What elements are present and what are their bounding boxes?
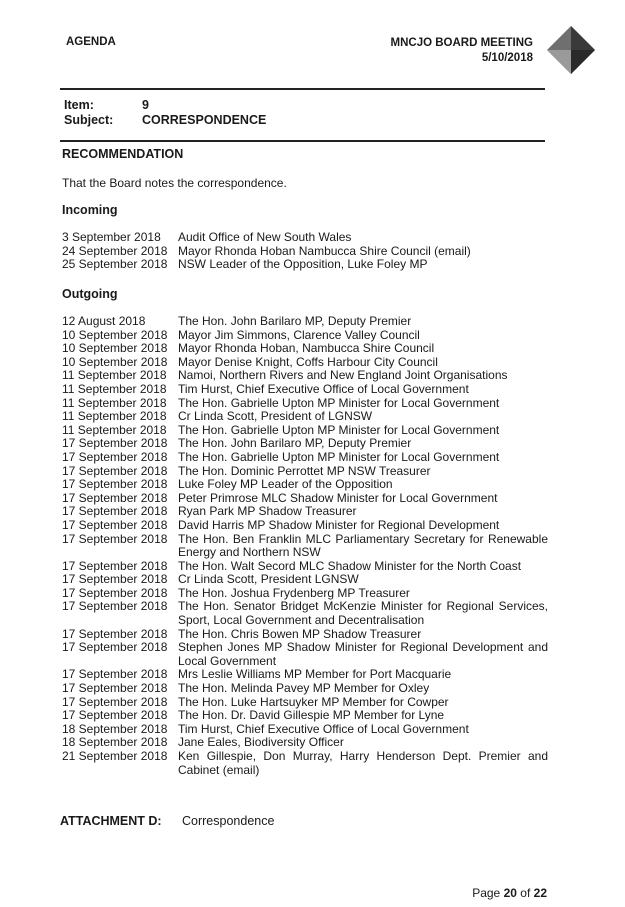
page-total: 22 [533,886,547,900]
correspondence-row [62,641,548,668]
correspondence-date: 17 September 2018 [62,572,168,587]
correspondence-recipient: Mrs Leslie Williams MP Member for Port Macquarie [178,667,452,682]
subject-divider [60,140,545,142]
correspondence-row [62,696,548,710]
correspondence-row [62,628,548,642]
correspondence-recipient: The Hon. Dominic Perrottet MP NSW Treasurer [178,463,431,478]
correspondence-date: 17 September 2018 [62,531,168,546]
outgoing-heading: Outgoing [62,287,118,301]
correspondence-row [62,519,548,533]
correspondence-recipient: The Hon. Melinda Pavey MP Member for Oxley [178,681,430,696]
correspondence-recipient: Peter Primrose MLC Shadow Minister for Local Government [178,490,498,505]
correspondence-row [62,723,548,737]
correspondence-date: 12 August 2018 [62,314,146,328]
correspondence-row [62,573,548,587]
correspondence-row [62,356,548,370]
correspondence-date: 17 September 2018 [62,558,168,573]
correspondence-recipient: The Hon. John Barilaro MP, Deputy Premier [178,436,412,451]
page-number [472,886,547,900]
recommendation-heading: RECOMMENDATION [62,147,184,161]
correspondence-row [62,451,548,465]
page-of: of [520,886,531,900]
correspondence-row [62,709,548,723]
correspondence-date: 17 September 2018 [62,477,168,492]
correspondence-row [62,383,548,397]
correspondence-recipient: NSW Leader of the Opposition, Luke Foley MP [178,257,428,272]
correspondence-date: 10 September 2018 [62,327,168,342]
correspondence-date: 11 September 2018 [62,368,167,383]
correspondence-recipient: Namoi, Northern Rivers and New England Joint Organisations [178,368,508,383]
correspondence-row [62,465,548,479]
correspondence-recipient: Mayor Rhonda Hoban Nambucca Shire Council (email) [178,243,471,258]
correspondence-row [62,315,548,329]
correspondence-row [62,329,548,343]
correspondence-recipient: Jane Eales, Biodiversity Officer [178,735,344,750]
correspondence-date: 17 September 2018 [62,681,168,696]
correspondence-date: 17 September 2018 [62,436,168,451]
correspondence-date: 11 September 2018 [62,422,167,437]
correspondence-date: 17 September 2018 [62,585,168,600]
correspondence-row [62,750,548,777]
correspondence-date: 17 September 2018 [62,640,168,655]
correspondence-row [62,505,548,519]
correspondence-row [62,560,548,574]
correspondence-row [62,424,548,438]
correspondence-date: 17 September 2018 [62,504,168,519]
correspondence-row [62,600,548,627]
attachment-value: Correspondence [182,814,275,828]
correspondence-recipient: The Hon. Luke Hartsuyker MP Member for Cowper [178,694,449,709]
correspondence-date: 17 September 2018 [62,449,168,464]
correspondence-recipient: The Hon. Walt Secord MLC Shadow Minister for the North Coast [178,558,522,573]
correspondence-row [62,258,548,272]
subject-value: CORRESPONDENCE [142,113,267,127]
correspondence-date: 17 September 2018 [62,694,168,709]
correspondence-date: 24 September 2018 [62,243,168,258]
correspondence-row [62,410,548,424]
correspondence-date: 18 September 2018 [62,735,168,750]
correspondence-date: 17 September 2018 [62,463,168,478]
correspondence-recipient: The Hon. Chris Bowen MP Shadow Treasurer [178,626,422,641]
correspondence-date: 10 September 2018 [62,341,168,356]
correspondence-date: 11 September 2018 [62,409,167,424]
correspondence-row [62,397,548,411]
item-block [64,98,266,128]
correspondence-date: 17 September 2018 [62,517,168,532]
correspondence-recipient: Mayor Denise Knight, Coffs Harbour City Council [178,354,438,369]
recommendation-text: That the Board notes the correspondence. [62,176,287,190]
item-value: 9 [142,98,149,112]
subject-label: Subject: [64,113,114,127]
correspondence-recipient: Tim Hurst, Chief Executive Office of Local Government [178,381,469,396]
incoming-list [62,231,548,272]
page-current: 20 [503,886,517,900]
correspondence-recipient: The Hon. Joshua Frydenberg MP Treasurer [178,585,410,600]
correspondence-row [62,245,548,259]
correspondence-recipient: The Hon. Dr. David Gillespie MP Member for Lyne [178,708,445,723]
correspondence-row [62,492,548,506]
correspondence-row [62,231,548,245]
correspondence-row [62,369,548,383]
page-prefix: Page [472,886,501,900]
correspondence-recipient: David Harris MP Shadow Minister for Regional Development [178,517,500,532]
header-divider [60,88,545,90]
correspondence-row [62,533,548,560]
correspondence-row [62,587,548,601]
correspondence-date: 11 September 2018 [62,381,167,396]
correspondence-recipient: The Hon. Gabrielle Upton MP Minister for Local Government [178,422,500,437]
correspondence-recipient: Mayor Jim Simmons, Clarence Valley Council [178,327,420,342]
correspondence-date: 17 September 2018 [62,667,168,682]
correspondence-date: 25 September 2018 [62,257,168,272]
meeting-header [391,36,533,66]
incoming-heading: Incoming [62,203,118,217]
correspondence-recipient: Stephen Jones MP Shadow Minister for Regional Development and Local Government [178,640,548,668]
correspondence-row [62,342,548,356]
correspondence-recipient: The Hon. Gabrielle Upton MP Minister for Local Government [178,395,500,410]
correspondence-date: 10 September 2018 [62,354,168,369]
correspondence-row [62,437,548,451]
agenda-label: AGENDA [66,36,116,48]
correspondence-recipient: The Hon. Ben Franklin MLC Parliamentary Secretary for Renewable Energy and Northern NSW [178,531,548,560]
correspondence-row [62,478,548,492]
correspondence-recipient: Tim Hurst, Chief Executive Office of Local Government [178,721,469,736]
correspondence-date: 17 September 2018 [62,490,168,505]
correspondence-date: 11 September 2018 [62,395,167,410]
correspondence-recipient: The Hon. Senator Bridget McKenzie Minister for Regional Services, Sport, Local Government and Decentralisation [178,599,548,628]
correspondence-recipient: Mayor Rhonda Hoban, Nambucca Shire Council [178,341,435,356]
correspondence-row [62,682,548,696]
meeting-date: 5/10/2018 [481,52,533,64]
correspondence-date: 21 September 2018 [62,749,168,763]
correspondence-recipient: Cr Linda Scott, President LGNSW [178,572,359,587]
correspondence-date: 17 September 2018 [62,626,168,641]
organisation-logo [547,26,595,74]
correspondence-date: 17 September 2018 [62,599,168,614]
attachment-label: ATTACHMENT D: [60,814,162,828]
correspondence-recipient: Luke Foley MP Leader of the Opposition [178,477,393,492]
meeting-title: MNCJO BOARD MEETING [390,37,533,49]
correspondence-recipient: Ryan Park MP Shadow Treasurer [178,504,357,519]
correspondence-row [62,668,548,682]
correspondence-recipient: The Hon. John Barilaro MP, Deputy Premier [178,314,412,328]
correspondence-date: 18 September 2018 [62,721,168,736]
correspondence-date: 3 September 2018 [62,230,161,244]
correspondence-date: 17 September 2018 [62,708,168,723]
attachment-line [60,814,274,828]
outgoing-list [62,315,548,777]
correspondence-recipient: The Hon. Gabrielle Upton MP Minister for Local Government [178,449,500,464]
correspondence-recipient: Cr Linda Scott, President of LGNSW [178,409,373,424]
item-label: Item: [64,98,94,112]
correspondence-recipient: Audit Office of New South Wales [178,230,352,244]
correspondence-recipient: Ken Gillespie, Don Murray, Harry Henderson Dept. Premier and Cabinet (email) [178,749,548,777]
correspondence-row [62,736,548,750]
